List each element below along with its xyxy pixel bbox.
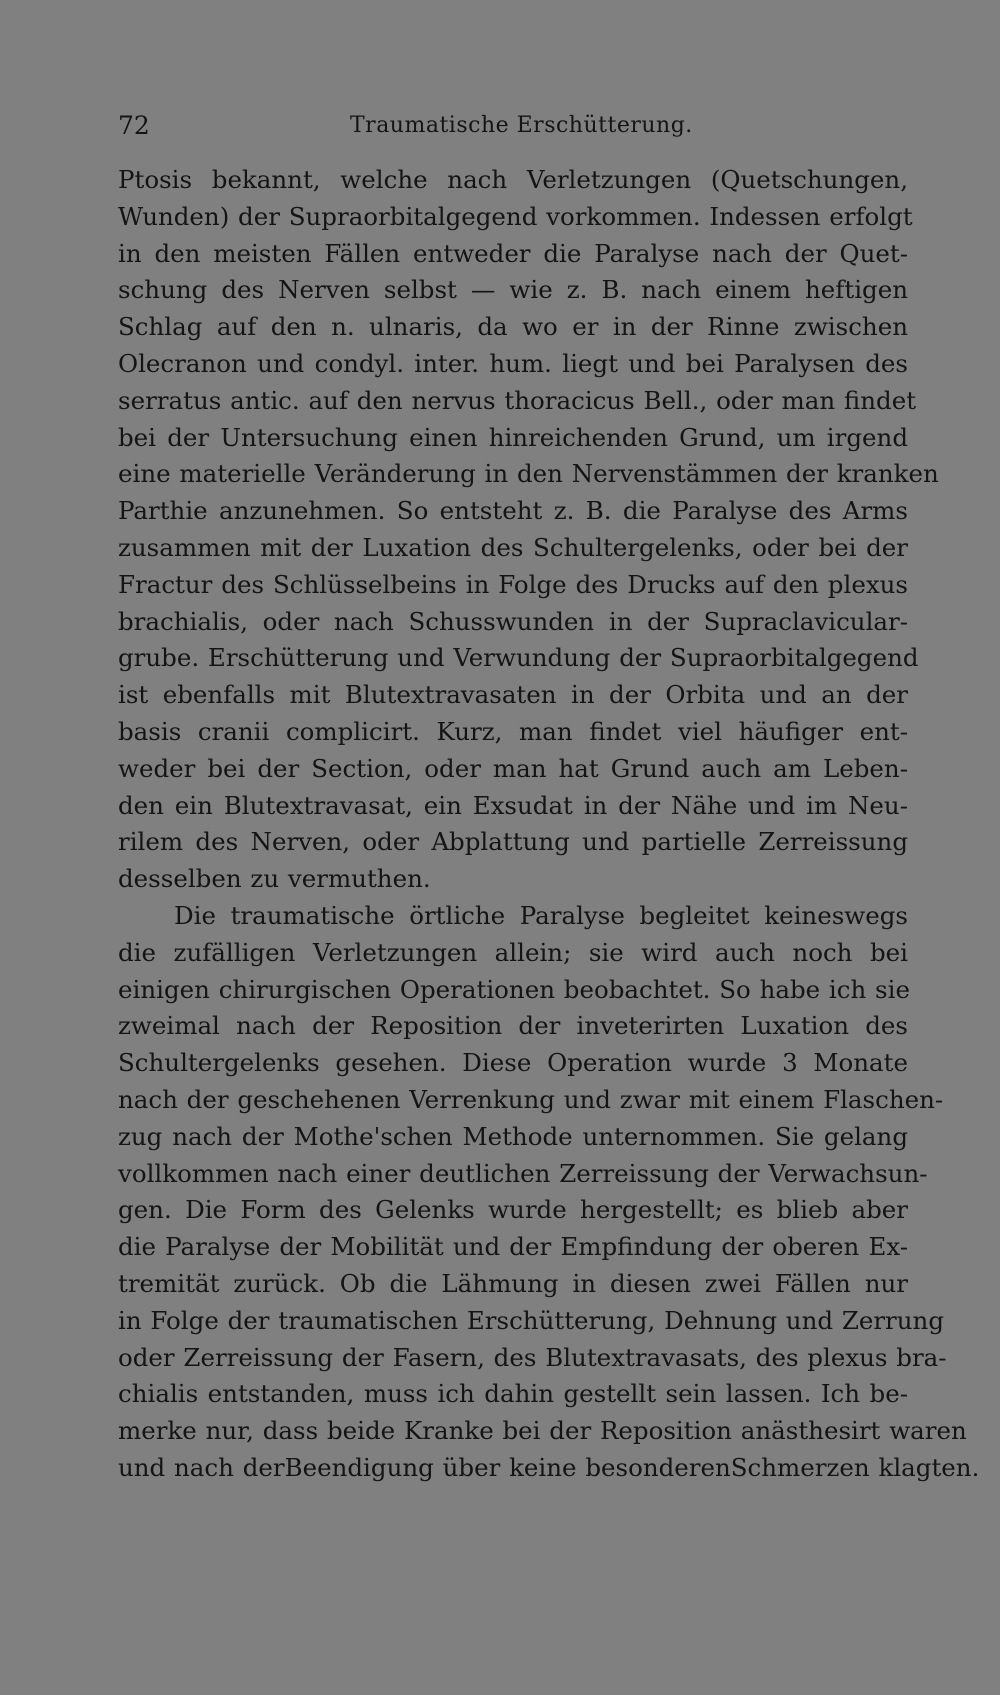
text-line: Schultergelenks gesehen. Diese Operation wurde 3 Monate	[118, 1048, 908, 1078]
text-line: die zufälligen Verletzungen allein; sie wird auch noch bei	[118, 937, 908, 967]
text-line: Fractur des Schlüsselbeins in Folge des Drucks auf den plexus	[118, 569, 908, 599]
text-line: zug nach der Mothe'schen Methode unternommen. Sie gelang	[118, 1121, 908, 1151]
text-line: weder bei der Section, oder man hat Grund auch am Leben-	[118, 753, 908, 783]
text-line: basis cranii complicirt. Kurz, man findet viel häufiger ent-	[118, 716, 908, 746]
text-line: Schlag auf den n. ulnaris, da wo er in der Rinne zwischen	[118, 312, 908, 342]
text-line: ist ebenfalls mit Blutextravasaten in der Orbita und an der	[118, 680, 908, 710]
text-line: chialis entstanden, muss ich dahin gestellt sein lassen. Ich be-	[118, 1379, 908, 1409]
text-line: gen. Die Form des Gelenks wurde hergestellt; es blieb aber	[118, 1195, 908, 1225]
text-line: tremität zurück. Ob die Lähmung in diesen zwei Fällen nur	[118, 1268, 908, 1298]
text-line: oder Zerreissung der Fasern, des Blutextravasats, des plexus bra-	[118, 1342, 947, 1372]
paragraph	[118, 898, 980, 1487]
text-line: schung des Nerven selbst — wie z. B. nach einem heftigen	[118, 275, 908, 305]
text-line: Olecranon und condyl. inter. hum. liegt und bei Paralysen des	[118, 348, 908, 378]
body-text	[118, 162, 980, 1487]
paragraph	[118, 162, 939, 898]
text-line: bei der Untersuchung einen hinreichenden Grund, um irgend	[118, 422, 908, 452]
text-line: zusammen mit der Luxation des Schultergelenks, oder bei der	[118, 532, 908, 562]
running-title: Traumatische Erschütterung.	[350, 113, 693, 138]
text-line: vollkommen nach einer deutlichen Zerreissung der Verwachsun-	[118, 1158, 928, 1188]
text-line: serratus antic. auf den nervus thoracicus Bell., oder man findet	[118, 385, 917, 415]
text-line: und nach derBeendigung über keine besonderenSchmerzen klagten.	[118, 1452, 980, 1482]
text-line: brachialis, oder nach Schusswunden in der Supraclavicular-	[118, 606, 908, 636]
text-line: die Paralyse der Mobilität und der Empfindung der oberen Ex-	[118, 1232, 908, 1262]
page-number: 72	[118, 111, 150, 140]
text-line: Die traumatische örtliche Paralyse begleitet keineswegs	[174, 900, 908, 930]
text-line: grube. Erschütterung und Verwundung der Supraorbitalgegend	[118, 643, 919, 673]
text-line: den ein Blutextravasat, ein Exsudat in der Nähe und im Neu-	[118, 790, 908, 820]
text-line: einigen chirurgischen Operationen beobachtet. So habe ich sie	[118, 974, 910, 1004]
text-line: in Folge der traumatischen Erschütterung, Dehnung und Zerrung	[118, 1305, 945, 1335]
text-line: Wunden) der Supraorbitalgegend vorkommen. Indessen erfolgt	[118, 201, 913, 231]
text-line: zweimal nach der Reposition der inveterirten Luxation des	[118, 1011, 908, 1041]
text-line: rilem des Nerven, oder Abplattung und partielle Zerreissung	[118, 827, 908, 857]
text-line: merke nur, dass beide Kranke bei der Reposition anästhesirt waren	[118, 1416, 967, 1446]
text-line: nach der geschehenen Verrenkung und zwar mit einem Flaschen-	[118, 1084, 944, 1114]
text-line: desselben zu vermuthen.	[118, 864, 431, 894]
text-line: Ptosis bekannt, welche nach Verletzungen (Quetschungen,	[118, 165, 908, 194]
text-line: eine materielle Veränderung in den Nervenstämmen der kranken	[118, 459, 939, 489]
page-header	[118, 106, 908, 146]
text-line: in den meisten Fällen entweder die Paralyse nach der Quet-	[118, 238, 908, 268]
text-line: Parthie anzunehmen. So entsteht z. B. die Paralyse des Arms	[118, 496, 908, 526]
